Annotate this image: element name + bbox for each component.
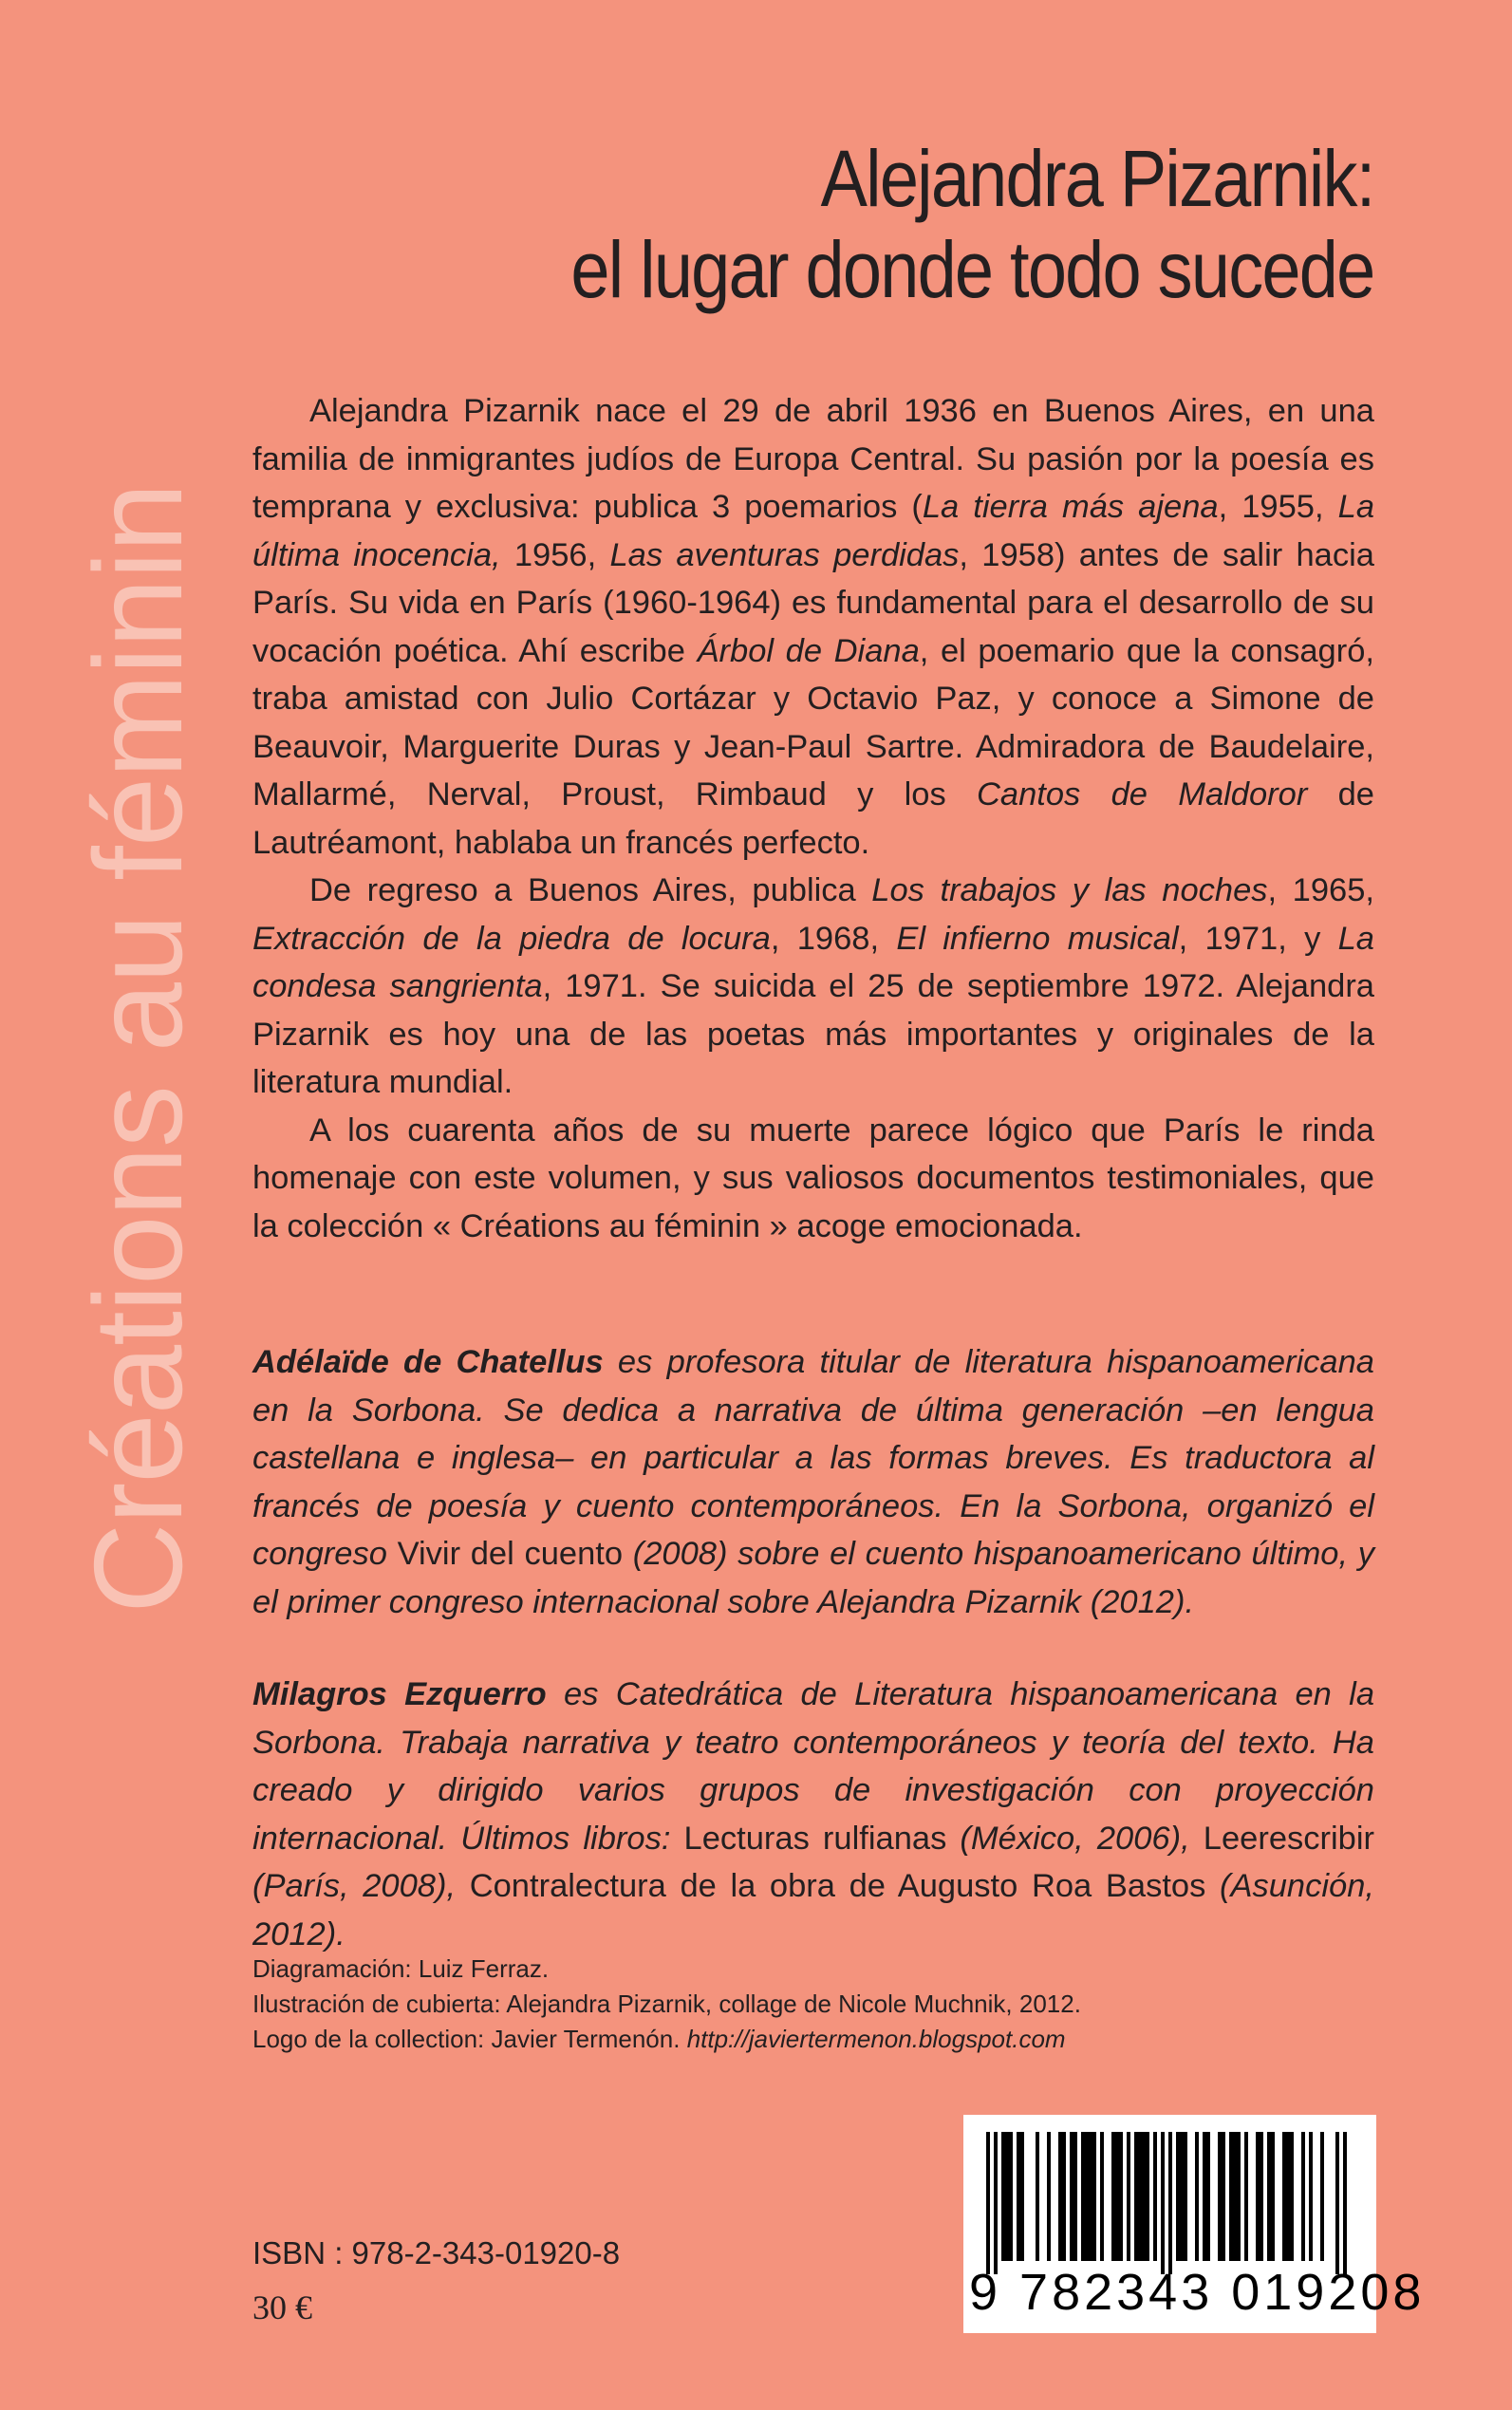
barcode-digits: 9 782343 019208 xyxy=(969,2264,1426,2321)
text-run: , 1971. Se suicida el 25 de septiembre 1972. Alejandra Pizarnik es hoy una de las poetas más importantes y originales de la literatura mundial. xyxy=(252,968,1374,1100)
book-title xyxy=(570,133,1373,315)
title-italic: Cantos de Maldoror xyxy=(977,776,1308,813)
synopsis-paragraph-2 xyxy=(252,867,1374,1107)
barcode-bar xyxy=(1218,2132,1222,2261)
title-italic: Las aventuras perdidas xyxy=(609,536,960,573)
credits xyxy=(252,1952,1081,2057)
barcode-bar xyxy=(1020,2132,1024,2261)
barcode-bar xyxy=(1142,2132,1146,2261)
work-title: Lecturas rulfianas xyxy=(683,1820,947,1857)
barcode-bar xyxy=(1168,2132,1172,2274)
bio-ezquerro xyxy=(252,1671,1374,1958)
barcode-bar xyxy=(1092,2132,1096,2261)
text-run: , 1965, xyxy=(1267,872,1374,908)
title-italic: Árbol de Diana xyxy=(697,632,920,669)
barcode-bar xyxy=(1085,2132,1089,2261)
barcode-bar xyxy=(994,2132,998,2274)
barcode-bar xyxy=(1290,2132,1294,2261)
barcode-bar xyxy=(1138,2132,1142,2261)
bio-chatellus xyxy=(252,1338,1374,1626)
text-run: es profesora titular de literatura hispanoamericana en la Sorbona. Se dedica a narrativa de última generación –en lengua castellana e inglesa– en particular a las formas breves. Es traductora al francés de poesía y cuento contemporáneos. En la Sorbona, organizó el congreso xyxy=(252,1344,1374,1572)
text-run: (París, 2008), xyxy=(252,1868,470,1904)
barcode-bar xyxy=(1237,2132,1241,2261)
title-line-2: el lugar donde todo sucede xyxy=(569,225,1373,314)
series-title-spine: Créations au féminin xyxy=(68,483,208,1614)
barcode xyxy=(963,2115,1426,2333)
barcode-bar xyxy=(1047,2132,1051,2261)
barcode-bar xyxy=(1062,2132,1066,2261)
work-title: Leerescribir xyxy=(1203,1820,1374,1857)
barcode-bar xyxy=(1286,2132,1290,2261)
isbn: ISBN : 978-2-343-01920-8 xyxy=(252,2235,621,2270)
title-italic: La última inocencia, xyxy=(252,489,1375,573)
barcode-bar xyxy=(1036,2132,1039,2261)
barcode-bar xyxy=(1343,2132,1347,2274)
barcode-bar xyxy=(1134,2132,1138,2261)
title-italic: Extracción de la piedra de locura xyxy=(252,920,771,957)
author-bios xyxy=(252,1338,1374,2003)
barcode-bar xyxy=(1206,2132,1210,2261)
barcode-bar xyxy=(1282,2132,1286,2261)
barcode-bar xyxy=(1070,2132,1073,2261)
barcode-bar xyxy=(1195,2132,1199,2261)
barcode-bar xyxy=(1309,2132,1313,2261)
barcode-bar xyxy=(1073,2132,1077,2261)
barcode-bar xyxy=(1017,2132,1020,2261)
text-run: 1956, xyxy=(500,536,610,573)
text-run: es Catedrática de Literatura hispanoamericana en la Sorbona. Trabaja narrativa y teatro contemporáneos y teoría del texto. Ha creado y dirigido varios grupos de investigación con proyección internacional. Últimos libros: xyxy=(252,1676,1375,1857)
barcode-bar xyxy=(1335,2132,1339,2274)
barcode-bar xyxy=(1260,2132,1263,2261)
text-run: , el poemario que la consagró, traba amistad con Julio Cortázar y Octavio Paz, y conoce a Simone de Beauvoir, Marguerite Duras y Jean-Paul Sartre. Admiradora de Baudelaire, Mallarmé, Nerval, Proust, Rimbaud y los xyxy=(252,632,1374,813)
credit-logo xyxy=(252,2022,1081,2057)
text-run: A los cuarenta años de su muerte parece lógico que París le rinda homenaje con este volumen, y sus valiosos documentos testimoniales, que la colección « Créations au féminin » acoge emocionada. xyxy=(252,1112,1374,1244)
title-italic: Los trabajos y las noches xyxy=(871,872,1268,908)
barcode-bar xyxy=(1229,2132,1233,2261)
barcode-bar xyxy=(1146,2132,1149,2261)
credit-illustration: Ilustración de cubierta: Alejandra Pizarnik, collage de Nicole Muchnik, 2012. xyxy=(252,1990,1081,2018)
title-line-1: Alejandra Pizarnik: xyxy=(820,134,1373,223)
barcode-bar xyxy=(1127,2132,1130,2261)
barcode-bar xyxy=(1176,2132,1180,2261)
barcode-bar xyxy=(1100,2132,1104,2261)
text-run: , 1971, y xyxy=(1178,920,1338,957)
barcode-bar xyxy=(1001,2132,1005,2261)
synopsis-paragraph-3 xyxy=(252,1107,1374,1251)
barcode-bar xyxy=(1320,2132,1324,2261)
text-run: , 1958) antes de salir hacia París. Su vida en París (1960-1964) es fundamental para el desarrollo de su vocación poética. Ahí escribe xyxy=(252,536,1374,669)
barcode-bar xyxy=(1222,2132,1225,2261)
barcode-bar xyxy=(1256,2132,1260,2261)
title-italic: La condesa sangrienta xyxy=(252,920,1374,1004)
author-name: Adélaïde de Chatellus xyxy=(252,1344,604,1380)
price: 30 € xyxy=(252,2289,312,2326)
text-run: , 1968, xyxy=(770,920,897,957)
barcode-bar xyxy=(1161,2132,1165,2274)
barcode-bar xyxy=(1271,2132,1275,2261)
work-title: Contralectura de la obra de Augusto Roa Bastos xyxy=(469,1868,1206,1904)
barcode-bar xyxy=(1203,2132,1206,2261)
barcode-bar xyxy=(1058,2132,1062,2261)
synopsis xyxy=(252,387,1374,1250)
text-run: Alejandra Pizarnik nace el 29 de abril 1936 en Buenos Aires, en una familia de inmigrantes judíos de Europa Central. Su pasión por la poesía es temprana y exclusiva: publica 3 poemarios ( xyxy=(252,393,1374,525)
credit-logo-url[interactable]: http://javiertermenon.blogspot.com xyxy=(686,2025,1066,2053)
text-run: (2008) sobre el cuento hispanoamericano último, y el primer congreso internacional sobre Alejandra Pizarnik (2012). xyxy=(252,1536,1375,1620)
barcode-bar xyxy=(1115,2132,1119,2261)
barcode-bar xyxy=(1184,2132,1187,2261)
text-run: de Lautréamont, hablaba un francés perfecto. xyxy=(252,776,1374,861)
barcode-bar xyxy=(1009,2132,1013,2261)
barcode-bar xyxy=(1119,2132,1123,2261)
barcode-bar xyxy=(1005,2132,1009,2261)
text-run: (México, 2006), xyxy=(946,1820,1204,1857)
barcode-bar xyxy=(1111,2132,1115,2261)
barcode-bar xyxy=(1301,2132,1305,2261)
barcode-bar xyxy=(1244,2132,1248,2261)
text-run: , 1955, xyxy=(1218,489,1338,525)
text-run: (Asunción, 2012). xyxy=(252,1868,1374,1952)
work-title: Vivir del cuento xyxy=(397,1536,624,1572)
barcode-bar xyxy=(1089,2132,1092,2261)
title-italic: La tierra más ajena xyxy=(922,489,1219,525)
barcode-bar xyxy=(1233,2132,1237,2261)
synopsis-paragraph-1 xyxy=(252,387,1374,867)
text-run: De regreso a Buenos Aires, publica xyxy=(309,872,872,908)
barcode-bar xyxy=(1081,2132,1085,2261)
credit-layout: Diagramación: Luiz Ferraz. xyxy=(252,1954,550,1983)
author-name: Milagros Ezquerro xyxy=(252,1676,547,1712)
barcode-bar xyxy=(1267,2132,1271,2261)
barcode-bar xyxy=(986,2132,990,2274)
title-italic: El infierno musical xyxy=(896,920,1179,957)
barcode-bar xyxy=(1180,2132,1184,2261)
credit-logo-text: Logo de la collection: Javier Termenón. xyxy=(252,2025,687,2053)
barcode-bar xyxy=(1153,2132,1157,2261)
